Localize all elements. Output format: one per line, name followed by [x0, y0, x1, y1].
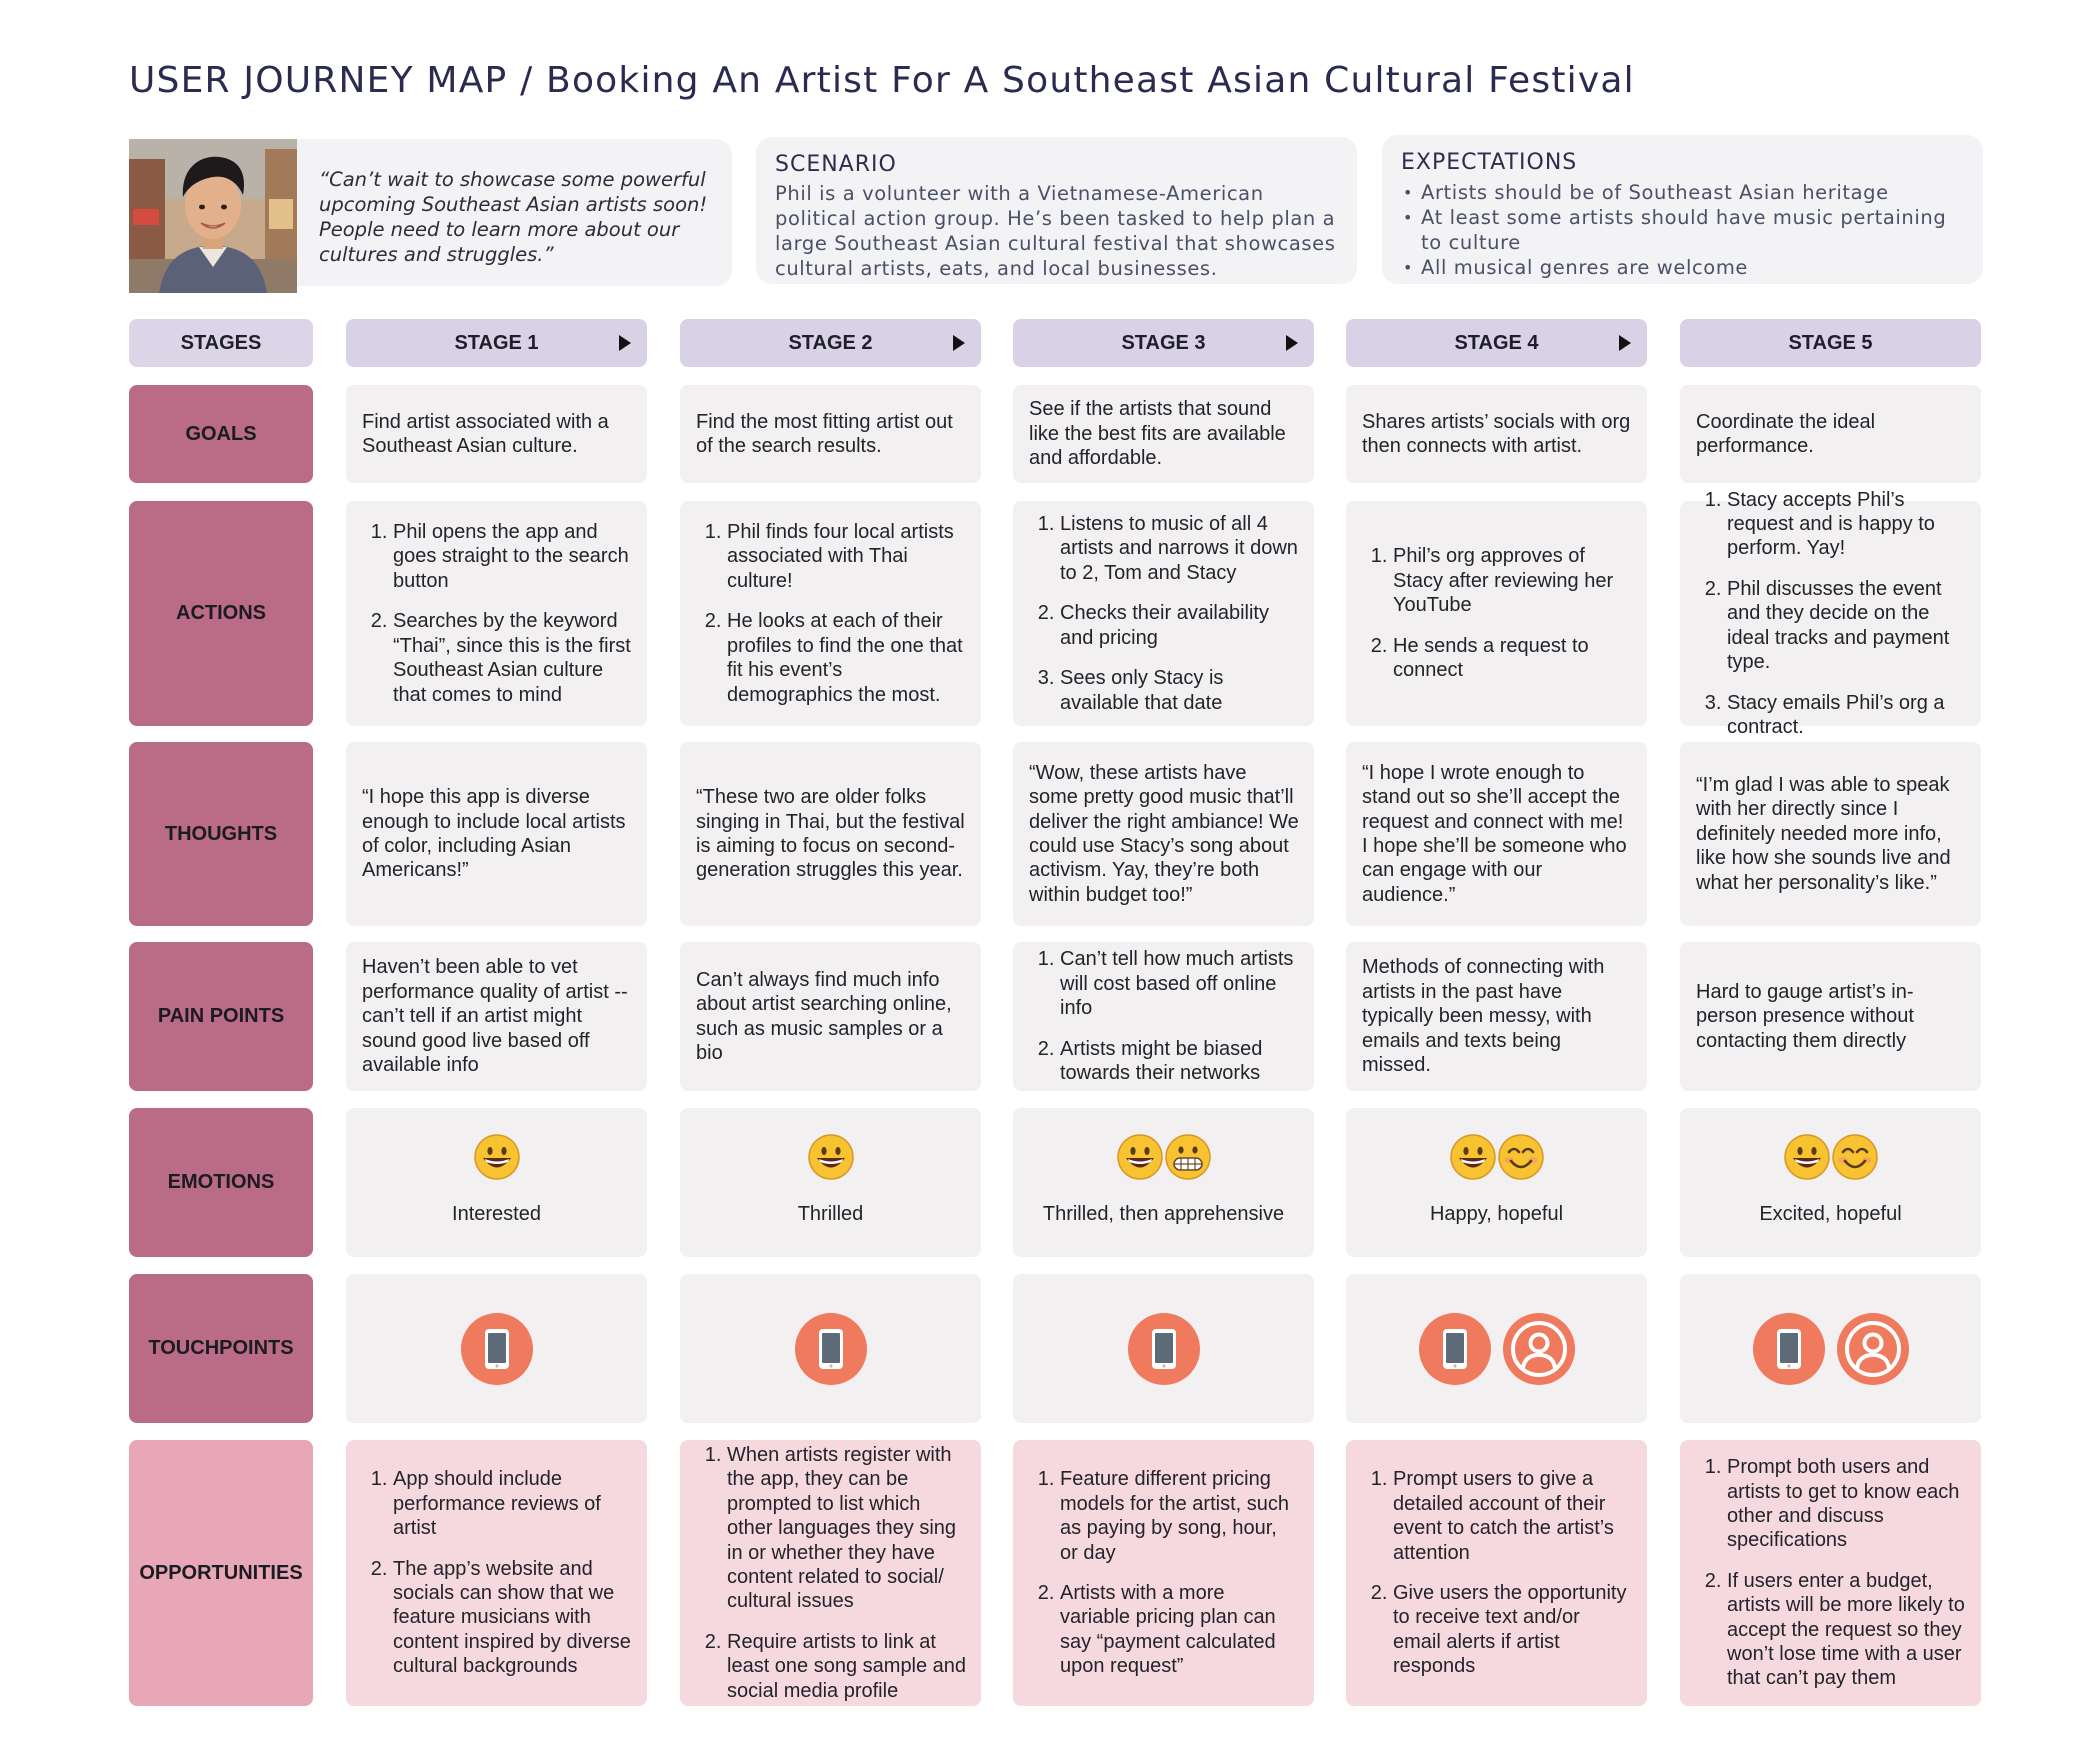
- opportunities-cell: [1013, 1440, 1314, 1706]
- cell-paragraph: “These two are older folks singing in Thai, but the festival is aiming to focus on second-generation struggles this year.: [696, 786, 965, 882]
- smiling-face-icon: [1497, 1133, 1545, 1181]
- cell-text: [1696, 385, 1967, 483]
- cell-paragraph: Methods of connecting with artists in the past have typically been messy, with emails and texts being missed.: [1362, 956, 1605, 1077]
- person-icon: [1836, 1312, 1910, 1386]
- emotion-icons: [1783, 1133, 1879, 1183]
- scenario-heading: SCENARIO: [775, 152, 897, 177]
- list-item: 2. Searches by the keyword “Thai”, since this is the first Southeast Asian culture that comes to mind: [393, 609, 633, 707]
- row-label-actions: ACTIONS: [129, 501, 313, 726]
- pain-points-cell: [1013, 942, 1314, 1091]
- numbered-list: [696, 1443, 967, 1703]
- stage-header-3[interactable]: [1013, 319, 1314, 367]
- cell-text: [1362, 385, 1633, 483]
- actions-cell: [1346, 501, 1647, 726]
- list-item: 1. Stacy accepts Phil’s request and is happy to perform. Yay!: [1727, 488, 1967, 561]
- list-item: 2. He looks at each of their profiles to find the one that fit his event’s demographics the most.: [727, 609, 967, 707]
- list-item: 1. Can’t tell how much artists will cost based off online info: [1060, 947, 1300, 1020]
- emotions-cell: [680, 1108, 981, 1257]
- persona-quote: “Can’t wait to showcase some powerful upcoming Southeast Asian artists soon! People need to learn more about our cultures and struggles.”: [319, 168, 708, 266]
- opportunities-cell: [680, 1440, 981, 1706]
- list-item: 1. Phil finds four local artists associated with Thai culture!: [727, 520, 967, 593]
- smiling-face-icon: [1831, 1133, 1879, 1181]
- mobile-phone-icon: [1127, 1312, 1201, 1386]
- list-item: 1. Listens to music of all 4 artists and narrows it down to 2, Tom and Stacy: [1060, 512, 1300, 585]
- cell-text: [696, 501, 967, 726]
- cell-paragraph: “Wow, these artists have some pretty good music that’ll deliver the right ambiance! We could use Stacy’s song about activism. Yay, they’re both within budget too!”: [1029, 761, 1299, 906]
- actions-cell: [346, 501, 647, 726]
- cell-text: [362, 501, 633, 726]
- grinning-face-icon: [1449, 1133, 1497, 1181]
- pain-points-cell: [346, 942, 647, 1091]
- pain-points-cell: [680, 942, 981, 1091]
- grinning-face-icon: [807, 1133, 855, 1181]
- numbered-list: [1029, 947, 1300, 1085]
- cell-text: [1029, 742, 1300, 926]
- emotion-icons: [1116, 1133, 1212, 1183]
- goals-cell: [680, 385, 981, 483]
- row-label-emotions: EMOTIONS: [129, 1108, 313, 1257]
- thoughts-cell: [1346, 742, 1647, 926]
- cell-paragraph: Can’t always find much info about artist searching online, such as music samples or a bio: [696, 968, 952, 1064]
- grinning-face-icon: [473, 1133, 521, 1181]
- play-arrow-icon[interactable]: [619, 335, 631, 351]
- cell-paragraph: Find the most fitting artist out of the search results.: [696, 410, 953, 457]
- numbered-list: [362, 1467, 633, 1678]
- grimacing-face-icon: [1164, 1133, 1212, 1181]
- expectations-heading: EXPECTATIONS: [1401, 150, 1578, 175]
- list-item: 3. Sees only Stacy is available that date: [1060, 666, 1300, 715]
- cell-text: [1029, 501, 1300, 726]
- mobile-phone-icon: [1752, 1312, 1826, 1386]
- cell-text: [696, 1440, 967, 1706]
- expectations-list: [1401, 180, 1967, 280]
- cell-paragraph: “I’m glad I was able to speak with her directly since I definitely needed more info, like how she sounds live and what her personality’s like.”: [1696, 773, 1951, 894]
- play-arrow-icon[interactable]: [1286, 335, 1298, 351]
- opportunities-cell: [1346, 1440, 1647, 1706]
- list-item: 2. If users enter a budget, artists will be more likely to accept the request so they won’t lose time with a user that can’t pay them: [1727, 1569, 1967, 1691]
- cell-text: [1362, 1440, 1633, 1706]
- mobile-phone-icon: [460, 1312, 534, 1386]
- cell-text: [1696, 488, 1967, 738]
- list-item: 3. Stacy emails Phil’s org a contract.: [1727, 691, 1967, 740]
- stage-title: STAGE 3: [1121, 331, 1206, 354]
- thoughts-cell: [1680, 742, 1981, 926]
- cell-text: [1029, 942, 1300, 1091]
- list-item: 1. App should include performance reviews of artist: [393, 1467, 633, 1540]
- thoughts-cell: [346, 742, 647, 926]
- touchpoints-cell: [346, 1274, 647, 1423]
- emotions-cell: [1346, 1108, 1647, 1257]
- play-arrow-icon[interactable]: [1619, 335, 1631, 351]
- stage-title: STAGE 2: [788, 331, 873, 354]
- cell-text: [696, 942, 967, 1091]
- list-item: 1. When artists register with the app, they can be prompted to list which other languages they sing in or whether they have content related to social/ cultural issues: [727, 1443, 967, 1614]
- stages-label: STAGES: [129, 319, 313, 367]
- touchpoints-cell: [1013, 1274, 1314, 1423]
- emotions-cell: [1013, 1108, 1314, 1257]
- goals-cell: [346, 385, 647, 483]
- stage-title: STAGE 1: [454, 331, 539, 354]
- emotion-label: Excited, hopeful: [1759, 1203, 1902, 1225]
- expectation-item: • Artists should be of Southeast Asian heritage: [1401, 180, 1967, 205]
- thoughts-cell: [1013, 742, 1314, 926]
- cell-paragraph: Coordinate the ideal performance.: [1696, 410, 1876, 457]
- cell-text: [362, 942, 633, 1091]
- expectations-card: [1382, 135, 1983, 284]
- cell-paragraph: “I hope I wrote enough to stand out so she’ll accept the request and connect with me! I hope she’ll be someone who can engage with our audience.”: [1362, 761, 1627, 906]
- list-item: 2. Artists with a more variable pricing plan can say “payment calculated upon request”: [1060, 1581, 1300, 1679]
- actions-cell: [1680, 488, 1981, 738]
- cell-text: [1362, 742, 1633, 926]
- list-item: 1. Phil’s org approves of Stacy after reviewing her YouTube: [1393, 544, 1633, 617]
- opportunities-cell: [346, 1440, 647, 1706]
- numbered-list: [696, 520, 967, 707]
- numbered-list: [1029, 1467, 1300, 1678]
- list-item: 2. Give users the opportunity to receive text and/or email alerts if artist responds: [1393, 1581, 1633, 1679]
- cell-paragraph: Haven’t been able to vet performance quality of artist -- can’t tell if an artist might sound good live based off available info: [362, 956, 628, 1077]
- emotions-cell: [346, 1108, 647, 1257]
- opportunities-cell: [1680, 1440, 1981, 1706]
- touchpoints-cell: [1680, 1274, 1981, 1423]
- cell-text: [696, 742, 967, 926]
- row-label-thoughts: THOUGHTS: [129, 742, 313, 926]
- cell-paragraph: “I hope this app is diverse enough to include local artists of color, including Asian Americans!”: [362, 786, 626, 882]
- cell-text: [362, 385, 633, 483]
- cell-text: [1362, 501, 1633, 726]
- cell-text: [1362, 942, 1633, 1091]
- expectation-item: • All musical genres are welcome: [1401, 255, 1967, 280]
- pain-points-cell: [1346, 942, 1647, 1091]
- cell-text: [1696, 1440, 1967, 1706]
- emotion-icons: [473, 1133, 521, 1183]
- list-item: 2. He sends a request to connect: [1393, 634, 1633, 683]
- mobile-phone-icon: [794, 1312, 868, 1386]
- pain-points-cell: [1680, 942, 1981, 1091]
- person-icon: [1502, 1312, 1576, 1386]
- cell-paragraph: See if the artists that sound like the best fits are available and affordable.: [1029, 398, 1286, 470]
- list-item: 2. Require artists to link at least one song sample and social media profile: [727, 1630, 967, 1703]
- emotion-icons: [1449, 1133, 1545, 1183]
- list-item: 1. Prompt users to give a detailed account of their event to catch the artist’s attention: [1393, 1467, 1633, 1565]
- stage-header-2[interactable]: [680, 319, 981, 367]
- list-item: 2. Phil discusses the event and they decide on the ideal tracks and payment type.: [1727, 577, 1967, 675]
- row-label-pain-points: PAIN POINTS: [129, 942, 313, 1091]
- list-item: 2. Artists might be biased towards their networks: [1060, 1037, 1300, 1086]
- scenario-text: Phil is a volunteer with a Vietnamese-American political action group. He’s been tasked to help plan a large Southeast Asian cultural festival that showcases cultural artists, eats, and local businesses.: [775, 182, 1336, 280]
- emotion-label: Interested: [452, 1203, 541, 1225]
- cell-paragraph: Shares artists’ socials with org then connects with artist.: [1362, 410, 1631, 457]
- cell-text: [362, 1440, 633, 1706]
- cell-text: [362, 742, 633, 926]
- list-item: 1. Prompt both users and artists to get to know each other and discuss specifications: [1727, 1455, 1967, 1553]
- persona-quote-card: [297, 139, 732, 286]
- stage-header-4[interactable]: [1346, 319, 1647, 367]
- stage-title: STAGE 4: [1454, 331, 1539, 354]
- cell-paragraph: Find artist associated with a Southeast Asian culture.: [362, 410, 609, 457]
- numbered-list: [1362, 1467, 1633, 1678]
- goals-cell: [1346, 385, 1647, 483]
- persona-avatar: [129, 139, 297, 293]
- goals-cell: [1013, 385, 1314, 483]
- cell-text: [1696, 742, 1967, 926]
- actions-cell: [1013, 501, 1314, 726]
- row-label-touchpoints: TOUCHPOINTS: [129, 1274, 313, 1423]
- row-label-goals: GOALS: [129, 385, 313, 483]
- list-item: 2. Checks their availability and pricing: [1060, 601, 1300, 650]
- mobile-phone-icon: [1418, 1312, 1492, 1386]
- list-item: 1. Phil opens the app and goes straight to the search button: [393, 520, 633, 593]
- play-arrow-icon[interactable]: [953, 335, 965, 351]
- emotion-icons: [807, 1133, 855, 1183]
- numbered-list: [1696, 488, 1967, 740]
- cell-text: [696, 385, 967, 483]
- list-item: 2. The app’s website and socials can show that we feature musicians with content inspired by diverse cultural backgrounds: [393, 1557, 633, 1679]
- stage-header-1[interactable]: [346, 319, 647, 367]
- stage-title: STAGE 5: [1788, 331, 1873, 354]
- cell-text: [1696, 942, 1967, 1091]
- touchpoints-cell: [680, 1274, 981, 1423]
- actions-cell: [680, 501, 981, 726]
- emotion-label: Happy, hopeful: [1429, 1203, 1564, 1225]
- goals-cell: [1680, 385, 1981, 483]
- numbered-list: [1696, 1455, 1967, 1691]
- page-title: USER JOURNEY MAP / Booking An Artist For A Southeast Asian Cultural Festival: [129, 60, 1635, 101]
- emotion-label: Thrilled, then apprehensive: [1042, 1203, 1285, 1225]
- numbered-list: [362, 520, 633, 707]
- expectations-list-wrap: [1401, 180, 1967, 280]
- cell-text: [1029, 385, 1300, 483]
- grinning-face-icon: [1783, 1133, 1831, 1181]
- numbered-list: [1029, 512, 1300, 715]
- row-label-opportunities: OPPORTUNITIES: [129, 1440, 313, 1706]
- emotion-label: Thrilled: [797, 1203, 864, 1225]
- expectation-item: • At least some artists should have music pertaining to culture: [1401, 205, 1967, 255]
- stage-header-5[interactable]: [1680, 319, 1981, 367]
- grinning-face-icon: [1116, 1133, 1164, 1181]
- numbered-list: [1362, 544, 1633, 682]
- emotions-cell: [1680, 1108, 1981, 1257]
- thoughts-cell: [680, 742, 981, 926]
- list-item: 1. Feature different pricing models for the artist, such as paying by song, hour, or day: [1060, 1467, 1300, 1565]
- scenario-card: [756, 137, 1357, 284]
- touchpoints-cell: [1346, 1274, 1647, 1423]
- cell-text: [1029, 1440, 1300, 1706]
- cell-paragraph: Hard to gauge artist’s in-person presence without contacting them directly: [1696, 980, 1914, 1052]
